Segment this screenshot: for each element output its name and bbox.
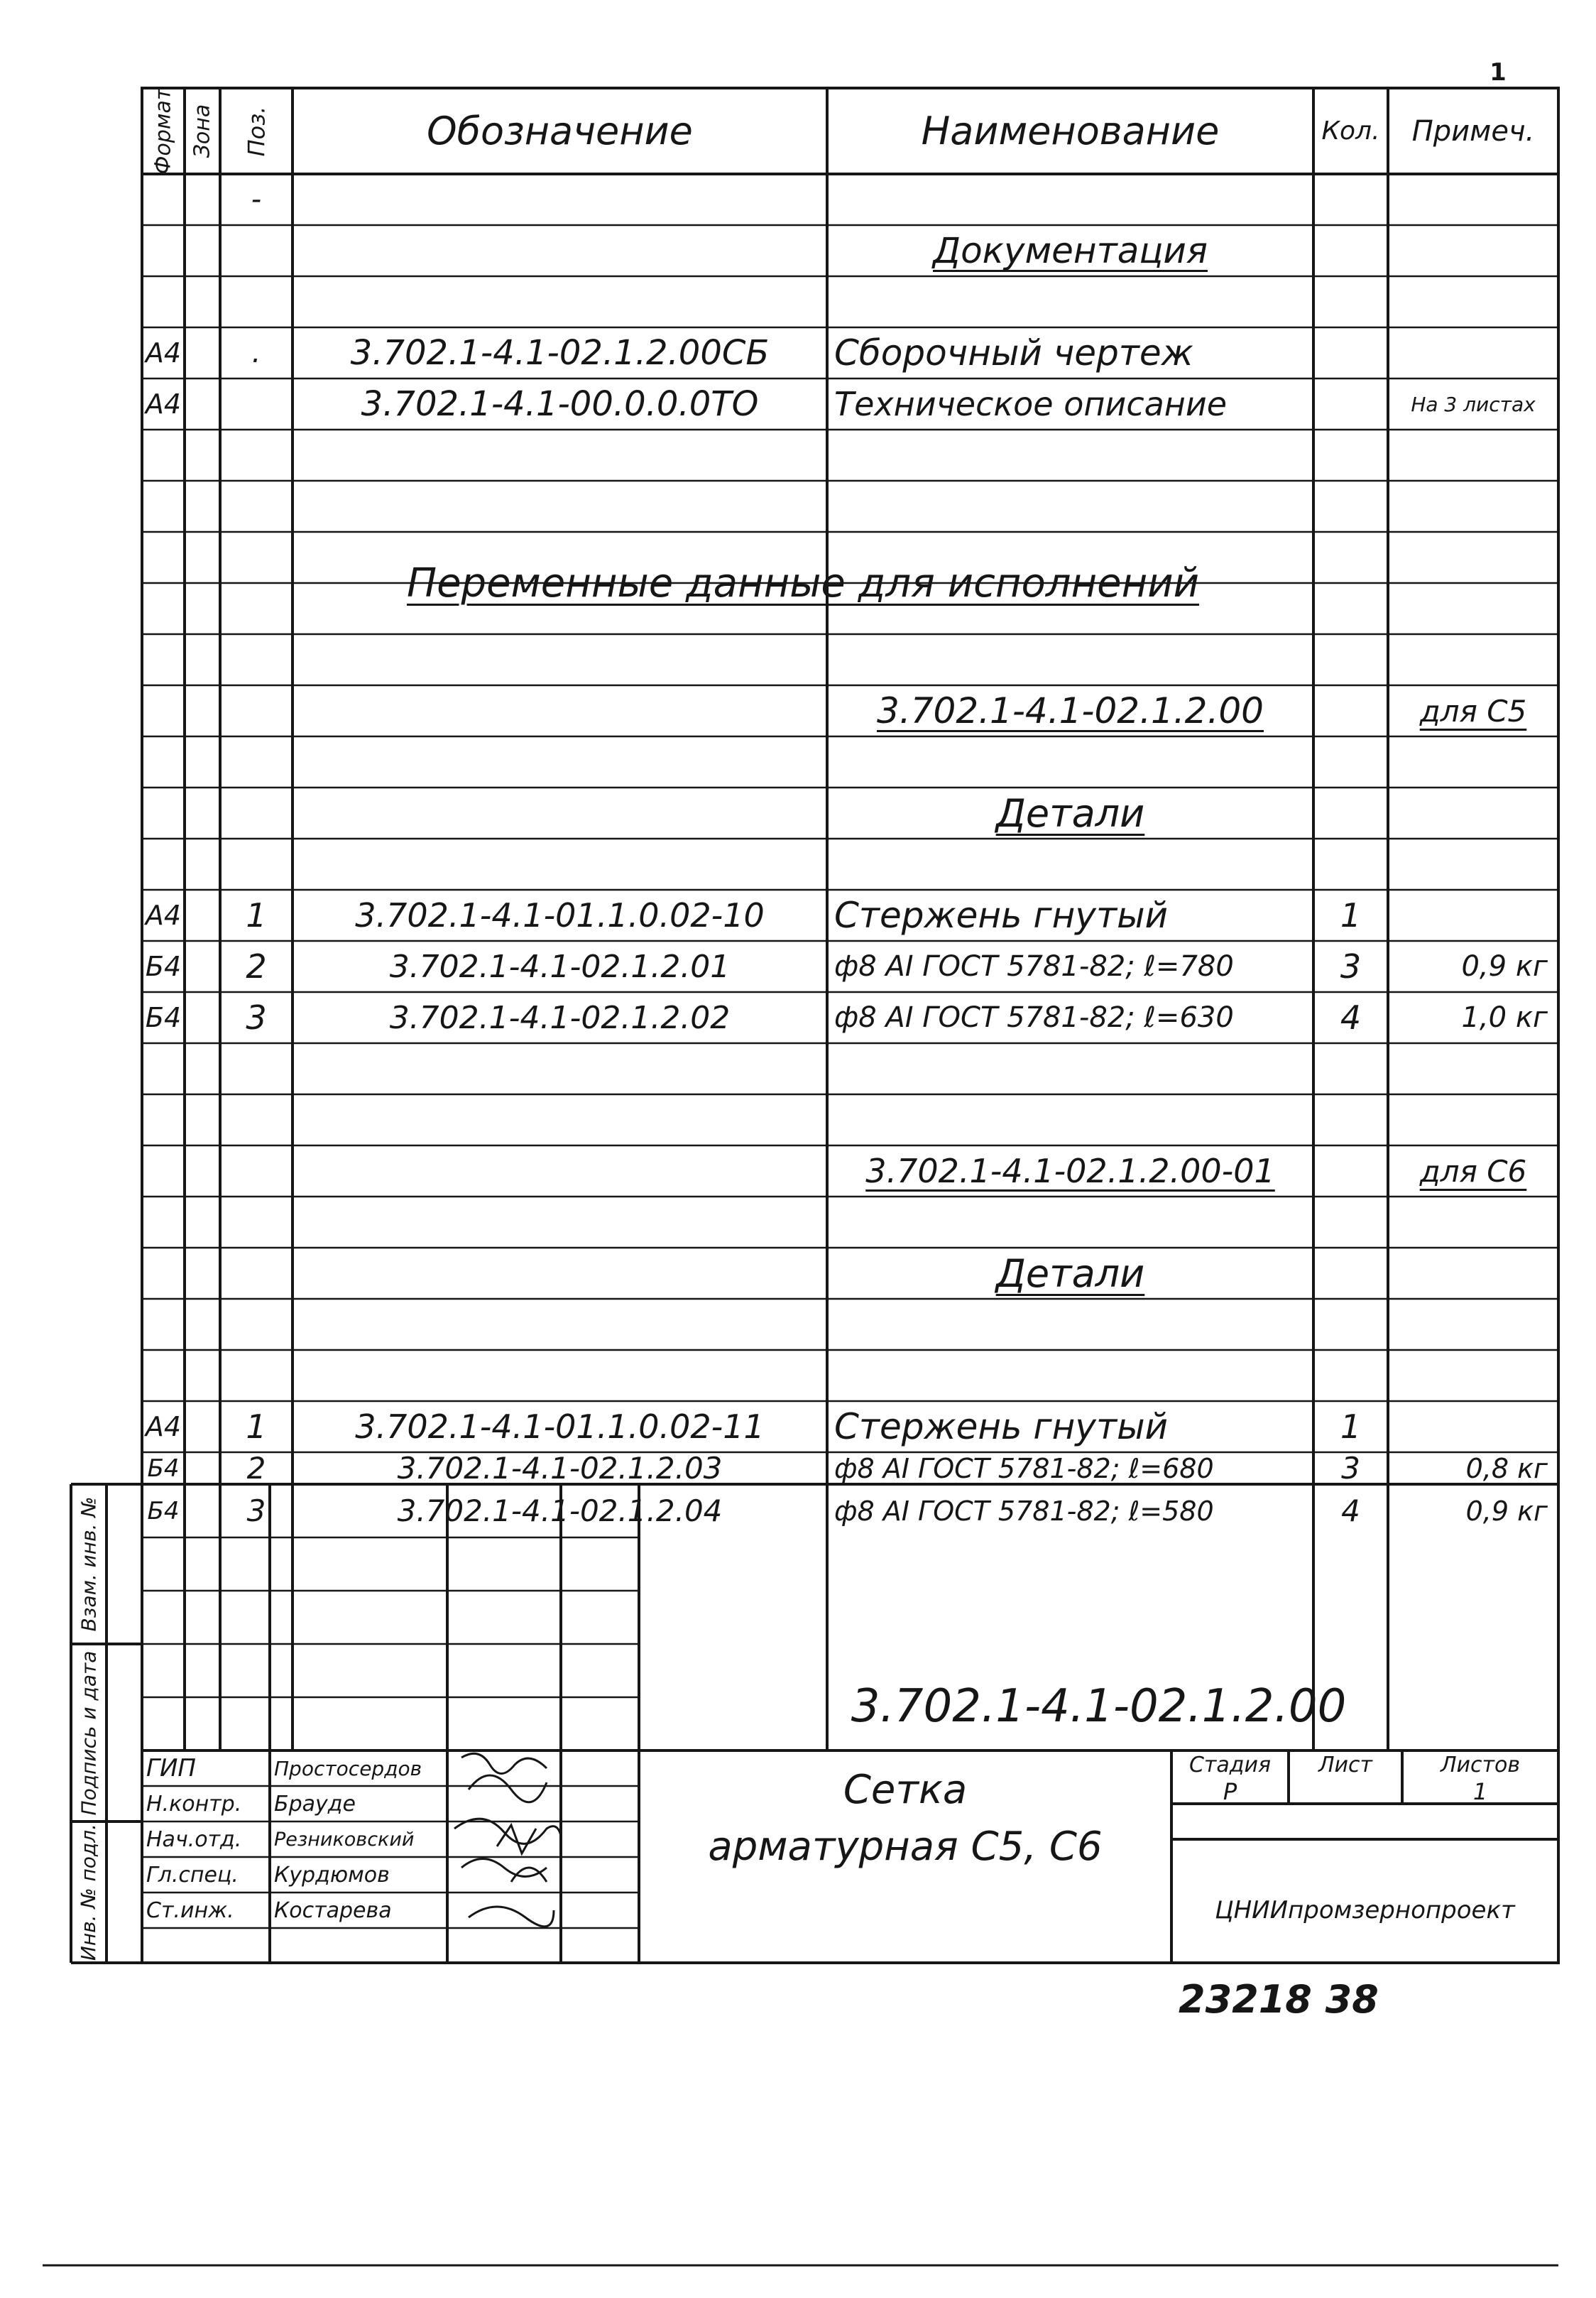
row-21-note: 0,8 кг — [1465, 1452, 1548, 1484]
col-header-pos: Поз. — [242, 106, 270, 156]
signer-name-2: Резниковский — [274, 1828, 415, 1851]
row-22-format: Б4 — [147, 1496, 180, 1525]
row-3-designation: 3.702.1-4.1-02.1.2.00СБ — [350, 333, 770, 373]
row-22-pos: 3 — [246, 1493, 266, 1528]
row-3-name: Сборочный чертеж — [834, 332, 1193, 374]
row-21-name: ф8 АI ГОСТ 5781-82; ℓ=680 — [834, 1452, 1214, 1484]
col-header-designation: Обозначение — [427, 109, 693, 153]
corner-mark: 1 — [1490, 58, 1507, 87]
sheets-value: 1 — [1472, 1779, 1488, 1804]
title-block-title-line1: Сетка — [843, 1766, 968, 1813]
row-8-name: 3.702.1-4.1-02.1.2.00 — [877, 690, 1264, 731]
row-20-qty: 1 — [1340, 1407, 1362, 1446]
signature-scribbles — [454, 1753, 561, 1926]
row-20-name: Стержень гнутый — [834, 1406, 1169, 1447]
title-block-doc-code: 3.702.1-4.1-02.1.2.00 — [851, 1679, 1347, 1733]
sheet-label: Лист — [1318, 1752, 1373, 1777]
row-13-pos: 2 — [246, 947, 267, 986]
title-block-title-line2: арматурная С5, С6 — [708, 1823, 1103, 1870]
row-13-designation: 3.702.1-4.1-02.1.2.01 — [389, 948, 731, 985]
col-header-zone: Зона — [190, 104, 215, 158]
side-label-sign-date: Подпись и дата — [77, 1650, 101, 1815]
organization: ЦНИИпромзернопроект — [1215, 1896, 1515, 1924]
row-4-designation: 3.702.1-4.1-00.0.0.0ТО — [361, 384, 759, 424]
sheet-value — [1289, 1779, 1402, 1804]
row-14-designation: 3.702.1-4.1-02.1.2.02 — [389, 999, 731, 1036]
col-header-note: Примеч. — [1411, 114, 1535, 148]
row-14-note: 1,0 кг — [1461, 1001, 1548, 1034]
signer-name-4: Костарева — [274, 1897, 392, 1923]
row-13-qty: 3 — [1340, 947, 1362, 986]
row-12-designation: 3.702.1-4.1-01.1.0.02-10 — [355, 896, 765, 935]
signer-name-1: Брауде — [274, 1791, 356, 1817]
side-label-replace-inv: Взам. инв. № — [77, 1496, 101, 1632]
signer-name-3: Курдюмов — [274, 1862, 390, 1888]
section-details-1: Детали — [995, 790, 1145, 836]
signer-role-0: ГИП — [146, 1754, 196, 1782]
row-4-format: А4 — [145, 388, 182, 420]
row-13-note: 0,9 кг — [1461, 950, 1548, 983]
row-8-note: для С5 — [1419, 693, 1527, 729]
row-12-name: Стержень гнутый — [834, 895, 1169, 936]
row-3-pos: . — [251, 337, 261, 369]
section-documentation: Документация — [933, 230, 1208, 271]
row-13-format: Б4 — [145, 951, 182, 982]
row-12-qty: 1 — [1340, 896, 1362, 935]
row-14-pos: 3 — [246, 998, 267, 1037]
signer-role-4: Ст.инж. — [146, 1897, 234, 1923]
section-details-2: Детали — [995, 1251, 1145, 1296]
stage-label: Стадия — [1188, 1752, 1272, 1777]
row-14-qty: 4 — [1340, 998, 1362, 1037]
row-21-designation: 3.702.1-4.1-02.1.2.03 — [397, 1452, 723, 1484]
row-21-format: Б4 — [147, 1454, 180, 1483]
row-14-name: ф8 АI ГОСТ 5781-82; ℓ=630 — [834, 1001, 1234, 1034]
row-20-designation: 3.702.1-4.1-01.1.0.02-11 — [355, 1407, 765, 1446]
col-header-name: Наименование — [921, 109, 1220, 153]
row-16-note: для С6 — [1419, 1153, 1527, 1189]
row-13-name: ф8 АI ГОСТ 5781-82; ℓ=780 — [834, 950, 1234, 983]
signer-name-0: Простосердов — [274, 1756, 422, 1780]
section-variable-data: Переменные данные для исполнений — [406, 560, 1199, 606]
row-3-format: А4 — [145, 337, 182, 369]
row-0-pos: - — [251, 183, 262, 216]
side-label-inv-orig: Инв. № подл. — [77, 1823, 101, 1961]
stage-value: Р — [1223, 1779, 1237, 1804]
row-14-format: Б4 — [145, 1002, 182, 1033]
row-12-pos: 1 — [246, 896, 267, 935]
signer-role-3: Гл.спец. — [146, 1862, 239, 1888]
row-22-name: ф8 АI ГОСТ 5781-82; ℓ=580 — [834, 1495, 1214, 1527]
sheets-label: Листов — [1440, 1752, 1521, 1777]
signer-role-2: Нач.отд. — [146, 1826, 242, 1852]
row-12-format: А4 — [145, 900, 182, 931]
col-header-format: Формат — [151, 88, 176, 174]
row-4-note: На 3 листах — [1411, 392, 1536, 416]
signer-role-1: Н.контр. — [146, 1791, 242, 1817]
row-16-name: 3.702.1-4.1-02.1.2.00-01 — [865, 1152, 1275, 1190]
row-21-qty: 3 — [1341, 1452, 1360, 1484]
row-20-pos: 1 — [246, 1407, 267, 1446]
row-22-qty: 4 — [1341, 1493, 1360, 1528]
col-header-qty: Кол. — [1321, 116, 1380, 146]
archive-number: 23218 38 — [1179, 1976, 1379, 2022]
row-20-format: А4 — [145, 1411, 182, 1442]
row-21-pos: 2 — [246, 1452, 266, 1484]
row-4-name: Техническое описание — [834, 385, 1228, 423]
row-22-designation: 3.702.1-4.1-02.1.2.04 — [397, 1493, 723, 1528]
row-22-note: 0,9 кг — [1465, 1495, 1548, 1527]
